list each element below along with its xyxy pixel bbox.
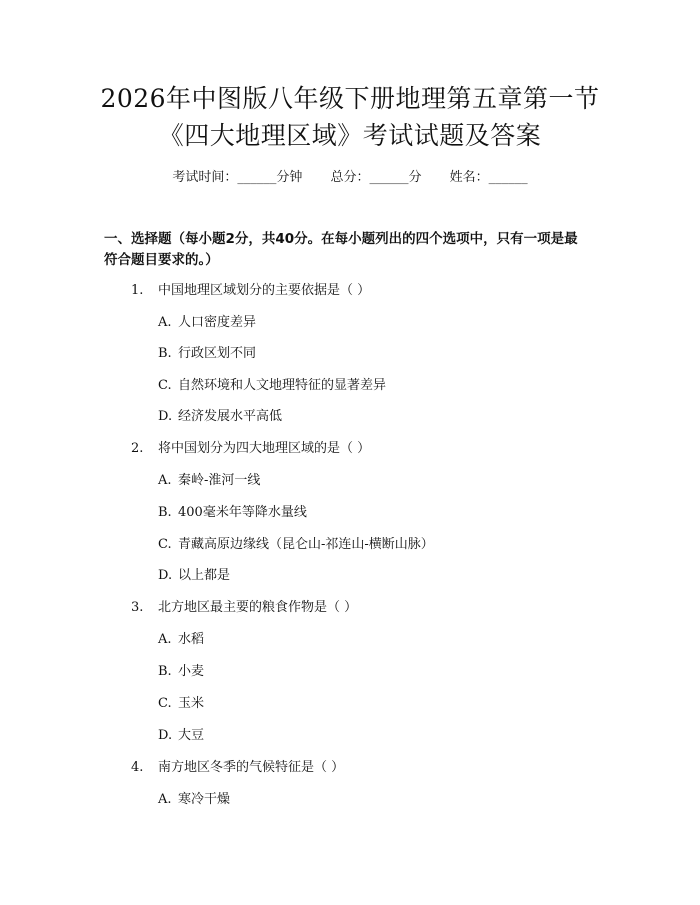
section-heading-line-1: 一、选择题（每小题2分，共40分。在每小题列出的四个选项中，只有一项是最 bbox=[104, 231, 578, 247]
question-2-option-a bbox=[158, 472, 260, 490]
exam-time-field: 考试时间：______分钟 bbox=[172, 170, 303, 185]
question-3-option-a bbox=[158, 631, 204, 649]
option-letter: C. bbox=[158, 696, 172, 711]
question-text: 北方地区最主要的粮食作物是（ ） bbox=[158, 600, 358, 615]
option-text: 玉米 bbox=[178, 696, 205, 711]
question-1-option-d bbox=[158, 408, 282, 426]
option-letter: A. bbox=[158, 473, 172, 488]
option-text: 以上都是 bbox=[178, 568, 231, 583]
question-3-option-d bbox=[158, 727, 204, 745]
option-letter: D. bbox=[158, 409, 173, 424]
question-3-option-c bbox=[158, 695, 204, 713]
question-1-option-b bbox=[158, 345, 256, 363]
question-text: 南方地区冬季的气候特征是（ ） bbox=[158, 760, 345, 775]
question-1-option-c bbox=[158, 377, 386, 395]
option-letter: B. bbox=[158, 346, 172, 361]
question-2-option-d bbox=[158, 567, 230, 585]
question-number: 1. bbox=[131, 283, 144, 298]
page-title-line-2: 《四大地理区域》考试试题及答案 bbox=[158, 121, 542, 150]
exam-meta bbox=[0, 169, 700, 187]
option-letter: B. bbox=[158, 664, 172, 679]
option-text: 自然环境和人文地理特征的显著差异 bbox=[178, 378, 387, 393]
question-2-option-c bbox=[158, 536, 434, 554]
option-text: 经济发展水平高低 bbox=[178, 409, 283, 424]
option-letter: C. bbox=[158, 378, 172, 393]
option-letter: C. bbox=[158, 537, 172, 552]
option-letter: D. bbox=[158, 568, 173, 583]
question-3 bbox=[131, 599, 357, 617]
page-title-line-1: 2026年中图版八年级下册地理第五章第一节 bbox=[100, 84, 600, 113]
option-letter: D. bbox=[158, 728, 173, 743]
question-number: 3. bbox=[131, 600, 144, 615]
option-letter: A. bbox=[158, 315, 172, 330]
question-4-option-a bbox=[158, 791, 230, 809]
option-text: 青藏高原边缘线（昆仑山-祁连山-横断山脉） bbox=[178, 537, 434, 552]
option-text: 秦岭-淮河一线 bbox=[178, 473, 261, 488]
option-letter: A. bbox=[158, 632, 172, 647]
option-text: 小麦 bbox=[178, 664, 205, 679]
question-2-option-b bbox=[158, 504, 307, 522]
question-4 bbox=[131, 759, 344, 777]
option-text: 人口密度差异 bbox=[178, 315, 257, 330]
question-number: 4. bbox=[131, 760, 144, 775]
option-letter: A. bbox=[158, 792, 172, 807]
option-text: 水稻 bbox=[178, 632, 205, 647]
question-2 bbox=[131, 440, 370, 458]
question-1 bbox=[131, 282, 370, 300]
question-1-option-a bbox=[158, 314, 256, 332]
name-field: 姓名：______ bbox=[449, 170, 528, 185]
question-text: 中国地理区域划分的主要依据是（ ） bbox=[158, 283, 371, 298]
total-score-field: 总分：______分 bbox=[330, 170, 422, 185]
section-heading-line-2: 符合题目要求的。） bbox=[104, 252, 219, 268]
option-text: 400毫米年等降水量线 bbox=[178, 505, 307, 520]
question-text: 将中国划分为四大地理区域的是（ ） bbox=[158, 441, 371, 456]
option-text: 行政区划不同 bbox=[178, 346, 257, 361]
question-number: 2. bbox=[131, 441, 144, 456]
option-text: 大豆 bbox=[178, 728, 205, 743]
option-letter: B. bbox=[158, 505, 172, 520]
question-3-option-b bbox=[158, 663, 204, 681]
option-text: 寒冷干燥 bbox=[178, 792, 231, 807]
